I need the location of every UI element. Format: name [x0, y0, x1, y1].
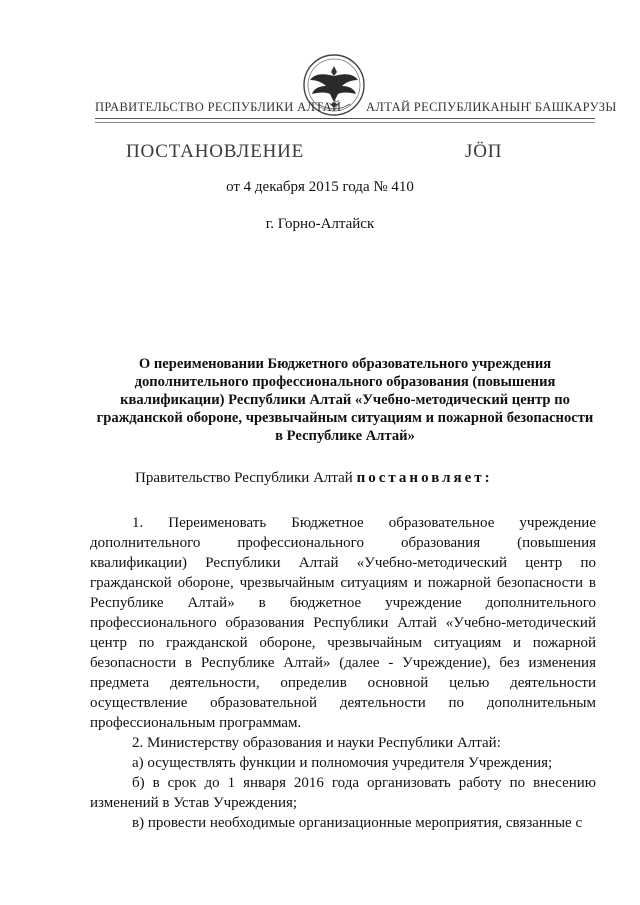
government-name-altai: АЛТАЙ РЕСПУБЛИКАНЫҤ БАШКАРУЗЫ: [366, 100, 617, 114]
paragraph-2a: а) осуществлять функции и полномочия учредителя Учреждения;: [132, 755, 553, 771]
document-city: г. Горно-Алтайск: [265, 216, 375, 232]
paragraph-2: 2. Министерству образования и науки Республики Алтай:: [132, 735, 501, 751]
paragraph-2b: б) в срок до 1 января 2016 года организовать работу по внесению изменений в Устав Учреждения;: [90, 775, 596, 811]
doc-type-altai: JÖП: [465, 141, 503, 162]
resolution-intro: [135, 470, 493, 487]
paragraph-2c: в) провести необходимые организационные мероприятия, связанные с: [132, 815, 583, 831]
paragraph-1: 1. Переименовать Бюджетное образовательное учреждение дополнительного профессионального образования (повышения квалификации) Республики Алтай «Учебно-методический центр по гражданской обороне, чрезвычайным ситуациям и пожарной безопасности в Республике Алтай» в бюджетное учреждение дополнительного профессионального образования Республики Алтай «Учебно-методический центр по гражданской обороне, чрезвычайным ситуациям и пожарной безопасности в Республике Алтай» (далее - Учреждение), без изменения предмета деятельности, определив основной целью деятельности осуществление образовательной деятельности по дополнительным профессиональным программам.: [90, 515, 596, 731]
header-rule-thin: [95, 122, 595, 123]
doc-type-russian: ПОСТАНОВЛЕНИЕ: [126, 141, 305, 162]
intro-emphasis: постановляет:: [356, 470, 493, 486]
government-name-russian: ПРАВИТЕЛЬСТВО РЕСПУБЛИКИ АЛТАЙ: [95, 100, 342, 114]
document-body: [90, 513, 596, 833]
header-rule: [95, 118, 595, 119]
document-title: О переименовании Бюджетного образовательного учреждения дополнительного профессионального образования (повышения квалификации) Республики Алтай «Учебно-методический центр по гражданской обороне, чрезвычайным ситуациям и пожарной безопасности в Республике Алтай»: [96, 356, 594, 444]
intro-text: Правительство Республики Алтай: [135, 470, 357, 486]
document-date-number: от 4 декабря 2015 года № 410: [226, 179, 414, 195]
